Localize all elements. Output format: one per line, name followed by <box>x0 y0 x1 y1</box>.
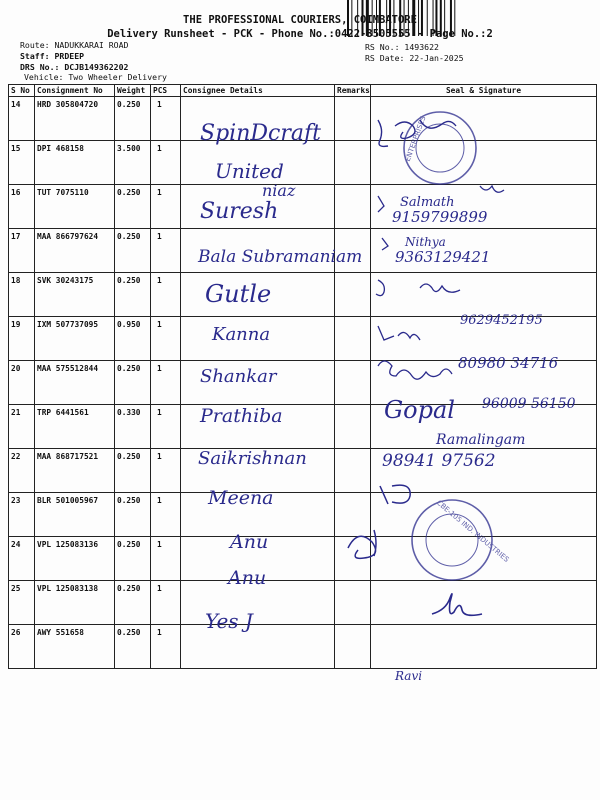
cell-consignment: MAA 575512844 <box>35 361 115 405</box>
cell-consignment: DPI 468158 <box>35 141 115 185</box>
cell-consignee <box>181 97 335 141</box>
table-row <box>9 185 597 229</box>
cell-remarks <box>335 273 371 317</box>
hw-row16-sig: Salmath <box>400 195 455 210</box>
cell-pcs: 1 <box>151 449 181 493</box>
cell-remarks <box>335 625 371 669</box>
cell-pcs: 1 <box>151 273 181 317</box>
cell-consignee <box>181 581 335 625</box>
company-title: THE PROFESSIONAL COURIERS, COIMBATORE <box>183 14 417 26</box>
cell-consignee <box>181 361 335 405</box>
cell-consignee <box>181 317 335 361</box>
hw-row16-phone: 9159799899 <box>392 208 488 226</box>
hw-row22-phone: 98941 97562 <box>382 451 496 471</box>
cell-consignment: MAA 868717521 <box>35 449 115 493</box>
cell-consignee <box>181 537 335 581</box>
col-consignee: Consignee Details <box>181 85 335 97</box>
cell-sno: 24 <box>9 537 35 581</box>
runsheet-table <box>8 84 597 669</box>
hw-row26: Yes J <box>205 609 253 633</box>
stamp-top-text: ENTERPRISES <box>403 115 428 163</box>
cell-remarks <box>335 317 371 361</box>
cell-sno: 21 <box>9 405 35 449</box>
cell-weight: 0.250 <box>115 625 151 669</box>
cell-pcs: 1 <box>151 141 181 185</box>
cell-sno: 25 <box>9 581 35 625</box>
table-row <box>9 493 597 537</box>
cell-weight: 0.250 <box>115 273 151 317</box>
cell-sno: 15 <box>9 141 35 185</box>
col-consignment: Consignment No <box>35 85 115 97</box>
hw-row19-phone: 9629452195 <box>460 313 543 328</box>
cell-weight: 0.250 <box>115 537 151 581</box>
cell-consignment: VPL 125083136 <box>35 537 115 581</box>
cell-weight: 0.250 <box>115 361 151 405</box>
cell-consignee <box>181 405 335 449</box>
cell-seal <box>371 185 597 229</box>
cell-consignment: TRP 6441561 <box>35 405 115 449</box>
hw-row16b: Suresh <box>200 199 279 224</box>
rs-date: RS Date: 22-Jan-2025 <box>365 53 464 63</box>
cell-seal <box>371 625 597 669</box>
cell-pcs: 1 <box>151 581 181 625</box>
hw-row20-phone: 80980 34716 <box>458 354 559 372</box>
hw-row14: SpinDcraft <box>200 121 321 146</box>
cell-sno: 14 <box>9 97 35 141</box>
col-seal: Seal & Signature <box>371 85 597 97</box>
hw-row16a: niaz <box>262 181 296 200</box>
table-row <box>9 317 597 361</box>
cell-sno: 17 <box>9 229 35 273</box>
hw-row22: Saikrishnan <box>198 448 307 469</box>
cell-consignee <box>181 229 335 273</box>
hw-row21-phone: 96009 56150 <box>482 396 576 412</box>
table-row <box>9 625 597 669</box>
cell-remarks <box>335 581 371 625</box>
table-row <box>9 97 597 141</box>
runsheet-subtitle: Delivery Runsheet - PCK - Phone No.:0422-3505555 - Page No.:2 <box>107 28 493 40</box>
cell-sno: 23 <box>9 493 35 537</box>
cell-consignment: HRD 305804720 <box>35 97 115 141</box>
cell-weight: 0.250 <box>115 229 151 273</box>
cell-consignment: SVK 30243175 <box>35 273 115 317</box>
table-header-row <box>9 85 597 97</box>
cell-consignee <box>181 493 335 537</box>
cell-sno: 18 <box>9 273 35 317</box>
cell-remarks <box>335 361 371 405</box>
cell-seal <box>371 405 597 449</box>
hw-row17-phone: 9363129421 <box>395 248 491 266</box>
hw-row24: Anu <box>230 531 269 553</box>
cell-remarks <box>335 141 371 185</box>
cell-seal <box>371 97 597 141</box>
col-sno: S No <box>9 85 35 97</box>
table-row <box>9 273 597 317</box>
col-remarks: Remarks <box>335 85 371 97</box>
cell-pcs: 1 <box>151 361 181 405</box>
cell-remarks <box>335 493 371 537</box>
cell-weight: 3.500 <box>115 141 151 185</box>
cell-remarks <box>335 97 371 141</box>
col-pcs: PCS <box>151 85 181 97</box>
vehicle-label: Vehicle: Two Wheeler Delivery <box>24 72 167 82</box>
cell-pcs: 1 <box>151 537 181 581</box>
cell-consignee <box>181 449 335 493</box>
cell-remarks <box>335 537 371 581</box>
hw-row17: Bala Subramaniam <box>198 247 363 267</box>
cell-consignment: BLR 501005967 <box>35 493 115 537</box>
cell-sno: 22 <box>9 449 35 493</box>
cell-seal <box>371 317 597 361</box>
table-row <box>9 581 597 625</box>
rs-number: RS No.: 1493622 <box>365 42 439 52</box>
cell-weight: 0.250 <box>115 185 151 229</box>
table-row <box>9 449 597 493</box>
cell-consignee <box>181 185 335 229</box>
cell-pcs: 1 <box>151 97 181 141</box>
table-row <box>9 229 597 273</box>
staff-label: Staff: PRDEEP <box>20 51 85 61</box>
cell-pcs: 1 <box>151 185 181 229</box>
col-weight: Weight <box>115 85 151 97</box>
cell-consignment: AWY 551658 <box>35 625 115 669</box>
cell-sno: 26 <box>9 625 35 669</box>
cell-weight: 0.250 <box>115 493 151 537</box>
hw-row19: Kanna <box>212 324 271 345</box>
hw-row18: Gutle <box>205 280 272 308</box>
hw-row25: Anu <box>228 567 267 589</box>
cell-sno: 16 <box>9 185 35 229</box>
cell-pcs: 1 <box>151 317 181 361</box>
hw-row20: Shankar <box>200 366 277 387</box>
stamp-bottom-text: CBE-105 IND. INDUSTRIES <box>434 498 511 564</box>
route-label: Route: NADUKKARAI ROAD <box>20 40 129 50</box>
table-row <box>9 141 597 185</box>
hw-row17-sig: Nithya <box>405 235 446 249</box>
hw-row22-sig: Ramalingam <box>436 432 526 448</box>
cell-consignee <box>181 141 335 185</box>
cell-pcs: 1 <box>151 625 181 669</box>
cell-seal <box>371 273 597 317</box>
cell-seal <box>371 493 597 537</box>
hw-bottom-initials: Ravi <box>395 669 423 683</box>
table-row <box>9 361 597 405</box>
cell-remarks <box>335 405 371 449</box>
cell-consignment: IXM 507737095 <box>35 317 115 361</box>
cell-weight: 0.330 <box>115 405 151 449</box>
cell-sno: 20 <box>9 361 35 405</box>
hw-row21: Prathiba <box>200 405 283 427</box>
cell-pcs: 1 <box>151 405 181 449</box>
cell-weight: 0.950 <box>115 317 151 361</box>
cell-weight: 0.250 <box>115 449 151 493</box>
cell-seal <box>371 581 597 625</box>
hw-row15: United <box>215 159 284 183</box>
cell-seal <box>371 141 597 185</box>
cell-remarks <box>335 449 371 493</box>
hw-row23: Meena <box>208 487 274 509</box>
cell-seal <box>371 361 597 405</box>
cell-consignee <box>181 625 335 669</box>
cell-remarks <box>335 229 371 273</box>
table-row <box>9 537 597 581</box>
cell-seal <box>371 449 597 493</box>
drs-label: DRS No.: DCJB149362202 <box>20 62 129 72</box>
cell-consignment: TUT 7075110 <box>35 185 115 229</box>
cell-remarks <box>335 185 371 229</box>
cell-consignment: VPL 125083138 <box>35 581 115 625</box>
cell-pcs: 1 <box>151 229 181 273</box>
cell-pcs: 1 <box>151 493 181 537</box>
cell-seal <box>371 537 597 581</box>
hw-row21-sig: Gopal <box>384 396 455 424</box>
cell-seal <box>371 229 597 273</box>
cell-weight: 0.250 <box>115 97 151 141</box>
cell-consignee <box>181 273 335 317</box>
cell-weight: 0.250 <box>115 581 151 625</box>
cell-sno: 19 <box>9 317 35 361</box>
table-row <box>9 405 597 449</box>
cell-consignment: MAA 866797624 <box>35 229 115 273</box>
